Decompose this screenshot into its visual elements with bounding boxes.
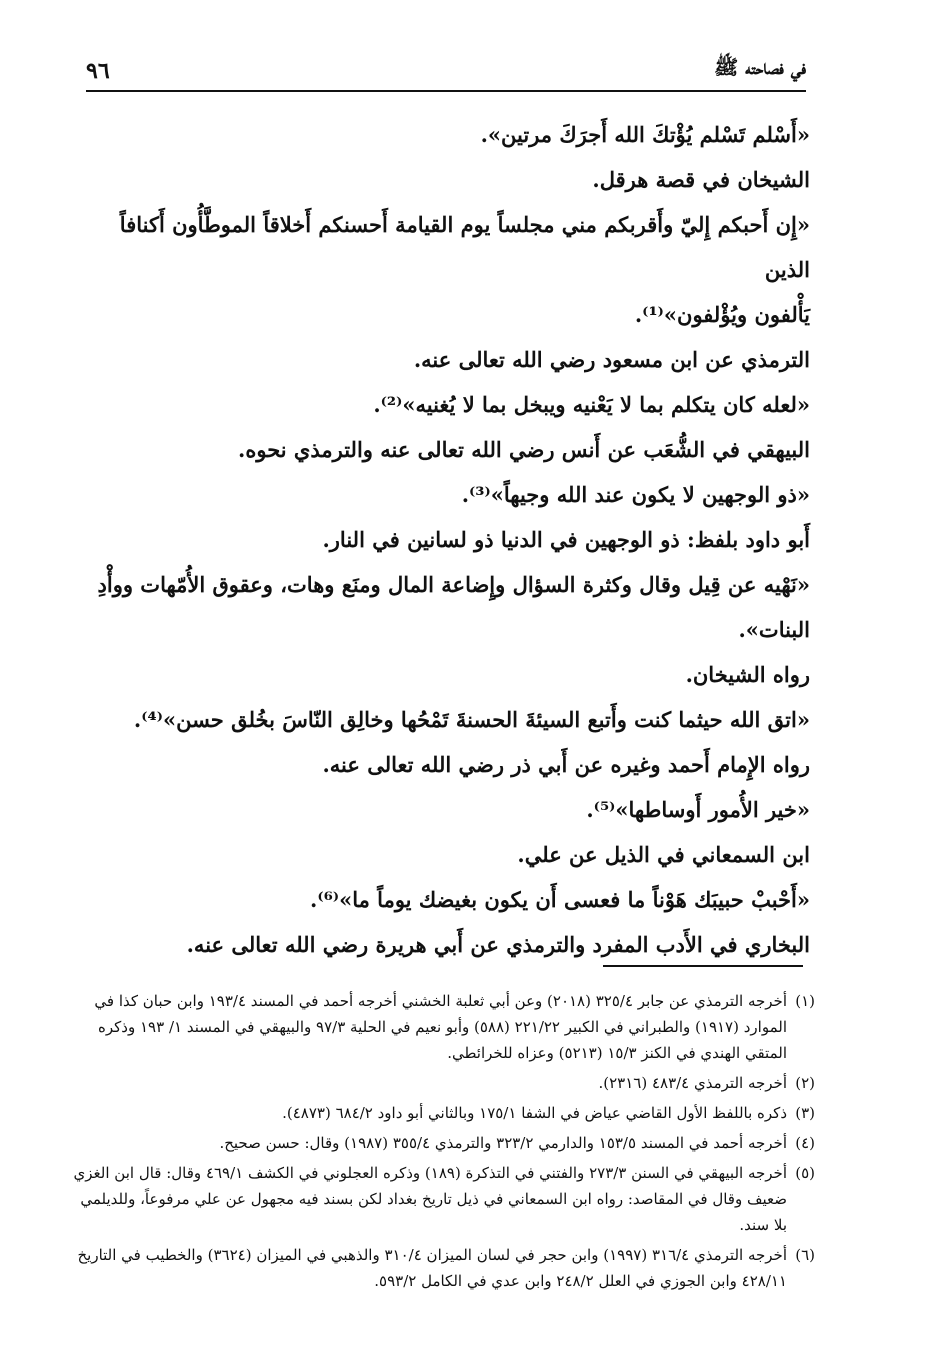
footnote <box>70 1160 815 1238</box>
text-line: «أَحْببْ حبيبَك هَوْناً ما فعسى أَن يكون بغيضك يوماً ما»⁽⁶⁾. <box>310 887 810 912</box>
footnote-number: (١) <box>795 992 815 1010</box>
text-line: يَأْلفون ويُؤْلفون»⁽¹⁾. <box>634 302 810 327</box>
text-line: «اتق الله حيثما كنت وأَتبع السيئةَ الحسنةَ تَمْحُها وخالِق النّاسَ بخُلق حسن»⁽⁴⁾. <box>133 707 810 732</box>
header-title: في فصاحته ﷺ <box>714 55 806 79</box>
footnote-number: (٦) <box>795 1246 815 1264</box>
footnotes <box>70 988 815 1298</box>
running-header <box>86 52 806 92</box>
text-line: البنات». <box>738 617 810 642</box>
text-line: أَبو داود بلفظ: ذو الوجهين في الدنيا ذو لسانين في النار. <box>322 527 810 552</box>
text-line: الترمذي عن ابن مسعود رضي الله تعالى عنه. <box>413 347 810 372</box>
footnote-text: أخرجه البيهقي في السنن ٢٧٣/٣ والفتني في التذكرة (١٨٩) وذكره العجلوني في الكشف ٤٦٩/١ وقال: قال ابن الغزي ضعيف وقال في المقاصد: رواه ابن السمعاني في ذيل تاريخ بغداد لكن بسند فيه مجهول عن علي مرفوعاً، وللديلمي بلا سند. <box>73 1164 787 1234</box>
footnote-text: أخرجه أحمد في المسند ١٥٣/٥ والدارمي ٣٢٣/٢ والترمذي ٣٥٥/٤ (١٩٨٧) وقال: حسن صحيح. <box>219 1134 787 1152</box>
footnote-text: ذكره باللفظ الأول القاضي عياض في الشفا ١٧٥/١ وبالثاني أبو داود ٦٨٤/٢ (٤٨٧٣). <box>282 1104 787 1122</box>
footnote-number: (٣) <box>795 1104 815 1122</box>
footnote <box>70 1130 815 1156</box>
footnote-text: أخرجه الترمذي عن جابر ٣٢٥/٤ (٢٠١٨) وعن أبي ثعلبة الخشني أخرجه أحمد في المسند ١٩٣/٤ وابن حبان كذا في الموارد (١٩١٧) والطبراني في الكبير ٢٢١/٢٢ (٥٨٨) وأبو نعيم في الحلية ٩٧/٣ والبيهقي في المسند ١/ ١٩٣ وذكره المتقي الهندي في الكنز ١٥/٣ (٥٢١٣) وعزاه للخرائطي. <box>94 992 787 1062</box>
main-text <box>88 112 810 967</box>
footnote <box>70 1070 815 1096</box>
text-line: «ذو الوجهين لا يكون عند الله وجيهاً»⁽³⁾. <box>461 482 810 507</box>
footnote-text: أخرجه الترمذي ٤٨٣/٤ (٢٣١٦). <box>598 1074 787 1092</box>
footnote-separator <box>603 965 803 967</box>
footnote-number: (٥) <box>795 1164 815 1182</box>
text-line: البخاري في الأَدب المفرد والترمذي عن أَبي هريرة رضي الله تعالى عنه. <box>186 932 810 957</box>
text-line: رواه الشيخان. <box>685 662 810 687</box>
page-number: ٩٦ <box>86 58 110 84</box>
footnote-number: (٤) <box>795 1134 815 1152</box>
text-line: «خير الأُمور أَوساطها»⁽⁵⁾. <box>586 797 810 822</box>
text-line: «أَسْلم تَسْلم يُؤْتكَ الله أَجرَكَ مرتين». <box>480 122 810 147</box>
text-line: «لعله كان يتكلم بما لا يَعْنيه ويبخل بما لا يُغنيه»⁽²⁾. <box>373 392 810 417</box>
text-line: «إِن أَحبكم إِليّ وأَقربكم مني مجلساً يوم القيامة أَحسنكم أَخلاقاً الموطَّأُون أَكنافاً الذين <box>119 212 810 282</box>
text-line: رواه الإِمام أَحمد وغيره عن أَبي ذر رضي الله تعالى عنه. <box>322 752 810 777</box>
footnote-number: (٢) <box>795 1074 815 1092</box>
footnote <box>70 988 815 1066</box>
text-line: «نَهْيه عن قِيل وقال وكثرة السؤال وإِضاعة المال ومنَع وهات، وعقوق الأُمّهات ووأْدِ <box>97 572 810 597</box>
text-line: البيهقي في الشُّعَب عن أَنس رضي الله تعالى عنه والترمذي نحوه. <box>238 437 810 462</box>
text-line: الشيخان في قصة هرقل. <box>592 167 810 192</box>
footnote-text: أخرجه الترمذي ٣١٦/٤ (١٩٩٧) وابن حجر في لسان الميزان ٣١٠/٤ والذهبي في الميزان (٣٦٢٤) والخطيب في التاريخ ٤٢٨/١١ وابن الجوزي في العلل ٢٤٨/٢ وابن عدي في الكامل ٥٩٣/٢. <box>77 1246 787 1290</box>
text-line: ابن السمعاني في الذيل عن علي. <box>517 842 810 867</box>
footnote <box>70 1242 815 1294</box>
footnote <box>70 1100 815 1126</box>
